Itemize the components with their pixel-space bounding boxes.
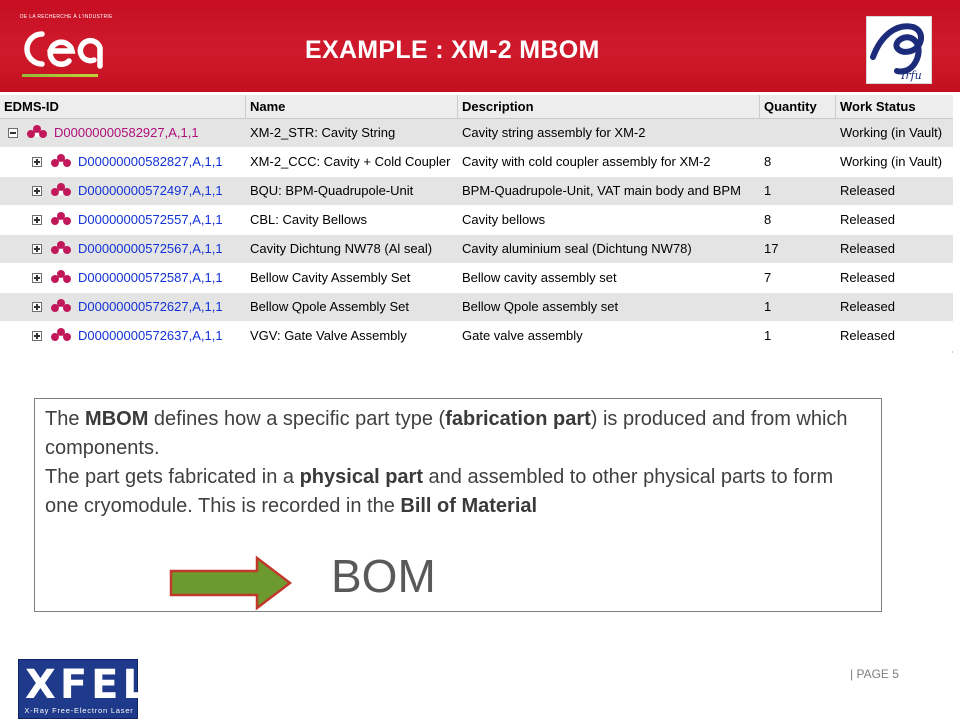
page-number: | PAGE 5 <box>850 667 899 681</box>
edms-id-link[interactable]: D00000000572497,A,1,1 <box>78 183 223 198</box>
expand-plus-icon[interactable] <box>32 244 42 254</box>
edms-id-link[interactable]: D00000000572557,A,1,1 <box>78 212 223 227</box>
mbom-definition-segment-3: fabrication part <box>445 408 591 430</box>
cell-quantity: 1 <box>764 299 772 314</box>
cea-logo <box>20 14 113 80</box>
cell-description: Cavity bellows <box>462 212 546 227</box>
column-header-description[interactable]: Description <box>458 95 760 119</box>
edms-id-link[interactable]: D00000000572587,A,1,1 <box>78 270 223 285</box>
part-structure-icon <box>26 124 48 140</box>
edms-id-link[interactable]: D00000000572637,A,1,1 <box>78 328 223 343</box>
cell-work-status: Working (in Vault) <box>840 125 943 140</box>
irfu-logo-text: Irfu <box>901 69 922 82</box>
cell-quantity: 8 <box>764 154 772 169</box>
xfel-logo-subtitle: X-Ray Free-Electron Laser <box>24 706 134 715</box>
mbom-definition-segment-2: defines how a specific part type ( <box>148 408 446 430</box>
edms-id-link[interactable]: D00000000572627,A,1,1 <box>78 299 223 314</box>
bom-definition-text <box>45 463 865 521</box>
table-row[interactable] <box>0 293 953 322</box>
cell-description: Bellow cavity assembly set <box>462 270 617 285</box>
cell-name: Bellow Qpole Assembly Set <box>250 299 409 314</box>
cell-name: XM-2_CCC: Cavity + Cold Coupler <box>250 154 451 169</box>
bom-definition-segment-0: The part gets fabricated in a <box>45 466 300 488</box>
table-row[interactable] <box>0 148 953 177</box>
column-header-edms-id[interactable]: EDMS-ID <box>0 95 246 119</box>
part-structure-icon <box>50 298 72 314</box>
bom-label: BOM <box>331 550 436 602</box>
cell-work-status: Working (in Vault) <box>840 154 943 169</box>
table-row[interactable] <box>0 235 953 264</box>
edms-id-link[interactable]: D00000000582827,A,1,1 <box>78 154 223 169</box>
cell-description: Cavity with cold coupler assembly for XM-2 <box>462 154 711 169</box>
xfel-logo <box>18 659 152 719</box>
cell-quantity <box>760 119 836 147</box>
bom-definition-segment-3: Bill of Material <box>400 495 538 517</box>
mbom-definition-segment-1: MBOM <box>85 408 149 430</box>
right-arrow-icon <box>169 555 293 611</box>
cell-work-status: Released <box>840 328 895 343</box>
cell-description: BPM-Quadrupole-Unit, VAT main body and BPM <box>462 183 741 198</box>
expand-plus-icon[interactable] <box>32 331 42 341</box>
expand-plus-icon[interactable] <box>32 302 42 312</box>
cell-quantity: 1 <box>764 183 772 198</box>
cell-work-status: Released <box>840 212 895 227</box>
expand-plus-icon[interactable] <box>32 273 42 283</box>
part-structure-icon <box>50 153 72 169</box>
slide-title: EXAMPLE : XM-2 MBOM <box>305 36 600 64</box>
cea-underline <box>22 74 98 77</box>
cell-work-status: Released <box>840 241 895 256</box>
edms-id-link[interactable]: D00000000582927,A,1,1 <box>54 125 199 140</box>
cell-name: XM-2_STR: Cavity String <box>250 125 396 140</box>
table-header-row <box>0 95 953 119</box>
cell-name: Cavity Dichtung NW78 (Al seal) <box>250 241 433 256</box>
irfu-logo <box>866 16 932 84</box>
cell-name: VGV: Gate Valve Assembly <box>250 328 407 343</box>
cea-wordmark-icon <box>20 24 104 74</box>
table-row[interactable] <box>0 177 953 206</box>
part-structure-icon <box>50 269 72 285</box>
cell-name: Bellow Cavity Assembly Set <box>250 270 411 285</box>
xfel-logo-word: XFEL <box>25 662 152 708</box>
bom-definition-segment-2: and assembled to other physical parts to form one cryomodule. This is recorded in the <box>45 466 834 517</box>
table-row[interactable] <box>0 206 953 235</box>
cell-work-status: Released <box>840 299 895 314</box>
column-header-name[interactable]: Name <box>246 95 458 119</box>
table-row[interactable] <box>0 264 953 293</box>
mbom-definition-text <box>45 405 865 463</box>
collapse-minus-icon[interactable] <box>8 128 18 138</box>
cell-quantity: 1 <box>764 328 772 343</box>
cell-name: CBL: Cavity Bellows <box>250 212 368 227</box>
cell-quantity: 8 <box>764 212 772 227</box>
cell-quantity: 7 <box>764 270 772 285</box>
mbom-definition-segment-0: The <box>45 408 86 430</box>
part-structure-icon <box>50 327 72 343</box>
irfu-logo-icon <box>867 17 931 83</box>
part-structure-icon <box>50 211 72 227</box>
edms-id-link[interactable]: D00000000572567,A,1,1 <box>78 241 223 256</box>
expand-plus-icon[interactable] <box>32 186 42 196</box>
cea-tagline: DE LA RECHERCHE À L'INDUSTRIE <box>20 14 113 20</box>
cell-work-status: Released <box>840 270 895 285</box>
mbom-definition-segment-4: ) is produced and from which components. <box>45 408 848 459</box>
cell-quantity: 17 <box>764 241 779 256</box>
cell-description: Cavity aluminium seal (Dichtung NW78) <box>462 241 692 256</box>
table-row[interactable] <box>0 322 953 351</box>
bom-definition-segment-1: physical part <box>299 466 423 488</box>
cell-work-status: Released <box>840 183 895 198</box>
column-header-work-status[interactable]: Work Status <box>840 99 916 114</box>
cell-name: BQU: BPM-Quadrupole-Unit <box>250 183 414 198</box>
bom-table <box>0 95 953 353</box>
cell-description: Cavity string assembly for XM-2 <box>462 125 646 140</box>
expand-plus-icon[interactable] <box>32 157 42 167</box>
part-structure-icon <box>50 240 72 256</box>
expand-plus-icon[interactable] <box>32 215 42 225</box>
cell-description: Gate valve assembly <box>462 328 583 343</box>
table-row[interactable] <box>0 119 953 148</box>
header-band <box>0 0 960 92</box>
part-structure-icon <box>50 182 72 198</box>
explanation-box <box>34 398 882 612</box>
column-header-quantity[interactable]: Quantity <box>760 95 836 119</box>
cell-description: Bellow Qpole assembly set <box>462 299 619 314</box>
